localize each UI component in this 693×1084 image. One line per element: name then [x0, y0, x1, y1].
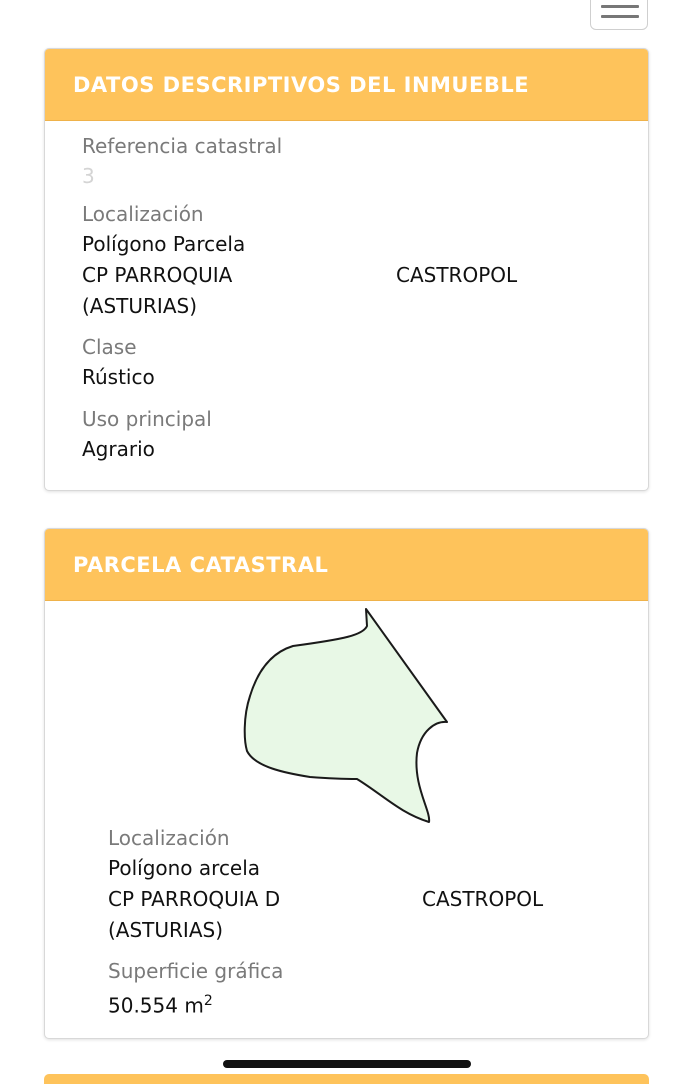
parcela-localizacion-municipio: CASTROPOL [422, 887, 544, 911]
parcela-localizacion-parroquia: CP PARROQUIA D [108, 887, 281, 911]
datos-descriptivos-header: DATOS DESCRIPTIVOS DEL INMUEBLE [45, 49, 648, 121]
next-panel-header [44, 1074, 649, 1084]
localizacion-parroquia: CP PARROQUIA [82, 263, 233, 287]
datos-descriptivos-body [45, 121, 648, 465]
superficie-label: Superficie gráfica [108, 959, 284, 983]
localizacion-label: Localización [82, 202, 204, 226]
parcela-catastral-panel [44, 528, 649, 1039]
parcel-shape [245, 609, 447, 822]
hamburger-menu-icon [601, 5, 639, 8]
localizacion-line1: Polígono Parcela [82, 232, 246, 256]
uso-principal-label: Uso principal [82, 407, 212, 431]
datos-descriptivos-panel [44, 48, 649, 491]
menu-button[interactable] [590, 0, 648, 30]
parcela-body [108, 823, 648, 1022]
clase-value: Rústico [82, 365, 155, 389]
localizacion-municipio: CASTROPOL [396, 263, 518, 287]
parcela-localizacion-line2 [108, 884, 648, 915]
parcela-localizacion-line3: (ASTURIAS) [108, 918, 224, 942]
superficie-number: 50.554 m [108, 993, 204, 1018]
referencia-label: Referencia catastral [82, 134, 283, 158]
parcela-catastral-header: PARCELA CATASTRAL [45, 529, 648, 601]
parcel-map[interactable] [45, 601, 649, 829]
referencia-value[interactable]: 3 [82, 164, 95, 188]
hamburger-menu-icon [601, 15, 639, 18]
parcela-localizacion-label: Localización [108, 826, 230, 850]
superficie-unit-superscript: 2 [203, 993, 213, 1009]
localizacion-line3: (ASTURIAS) [82, 294, 198, 318]
home-indicator [223, 1060, 471, 1068]
localizacion-line2 [82, 260, 648, 291]
superficie-value [108, 986, 648, 1022]
parcela-localizacion-line1: Polígono arcela [108, 856, 261, 880]
clase-label: Clase [82, 335, 137, 359]
uso-principal-value: Agrario [82, 437, 155, 461]
